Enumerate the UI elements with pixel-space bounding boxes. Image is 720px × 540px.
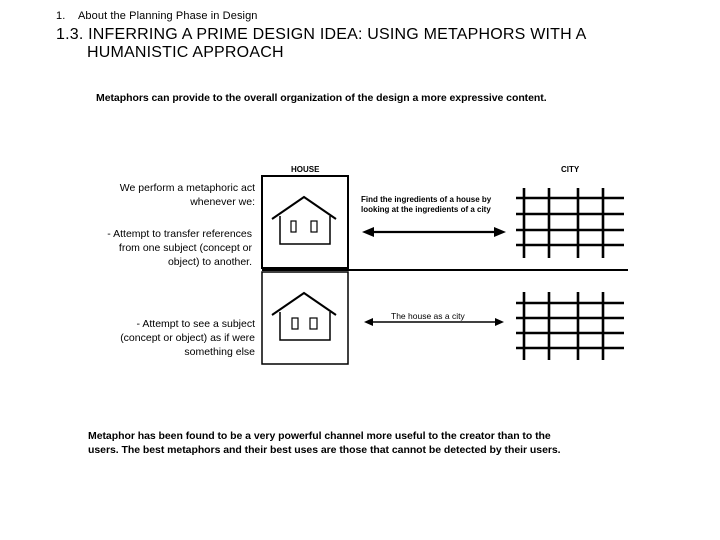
house-panel-top	[262, 176, 348, 268]
caption-top-line-1: Find the ingredients of a house by	[361, 195, 492, 204]
breadcrumb-text: About the Planning Phase in Design	[78, 10, 258, 22]
house-drawing-bottom	[272, 293, 336, 340]
city-grid-bottom	[516, 292, 624, 360]
metaphor-intro-line-2: whenever we:	[190, 196, 255, 208]
point-1-line-2: from one subject (concept or	[118, 242, 252, 254]
slide-title-line-1: 1.3. INFERRING A PRIME DESIGN IDEA: USING METAPHORS WITH A	[56, 26, 587, 43]
conclusion-line-1: Metaphor has been found to be a very powerful channel more useful to the creator than to the	[88, 430, 551, 442]
point-1-line-1: - Attempt to transfer references	[107, 228, 252, 240]
slide-title-line-2: HUMANISTIC APPROACH	[87, 44, 284, 61]
city-grid-top	[516, 188, 624, 258]
house-panel-bottom	[262, 272, 348, 364]
conclusion-line-2: users. The best metaphors and their best uses are those that cannot be detected by their users.	[88, 444, 561, 456]
conclusion-text	[88, 429, 561, 457]
house-drawing-top	[272, 197, 336, 244]
point-2-line-3: something else	[184, 346, 255, 358]
point-1-line-3: object) to another.	[167, 256, 252, 268]
metaphor-intro-line-1: We perform a metaphoric act	[119, 182, 255, 194]
intro-text: Metaphors can provide to the overall organization of the design a more expressive content.	[96, 92, 547, 104]
caption-house-as-city: The house as a city	[391, 311, 465, 321]
double-arrow-top	[362, 227, 506, 237]
city-label: CITY	[561, 165, 580, 174]
point-2-line-2: (concept or object) as if were	[120, 332, 255, 344]
double-arrow-bottom	[364, 318, 504, 326]
caption-top-line-2: looking at the ingredients of a city	[361, 205, 491, 214]
house-label: HOUSE	[291, 165, 320, 174]
point-2-line-1: - Attempt to see a subject	[136, 318, 255, 330]
breadcrumb-number: 1.	[56, 10, 66, 22]
